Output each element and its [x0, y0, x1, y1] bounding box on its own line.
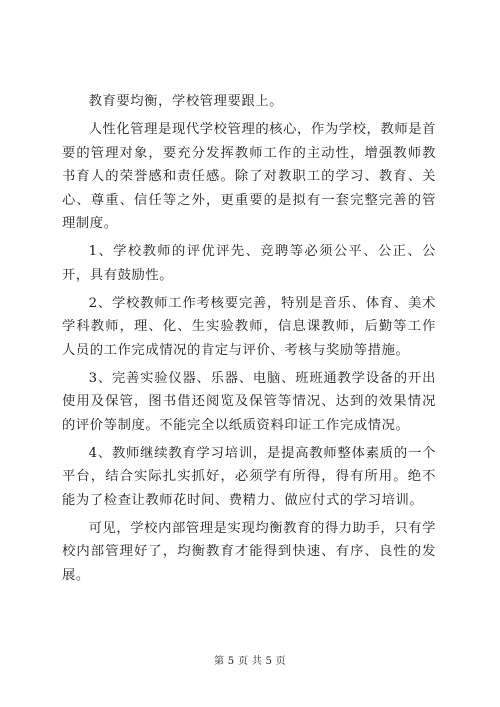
- page-number-footer: 第 5 页 共 5 页: [214, 656, 286, 667]
- paragraph-item-4: 4、教师继续教育学习培训，是提高教师整体素质的一个平台，结合实际扎实抓好，必须学有所得，得有所用。绝不能为了检查让教师花时间、费精力、做应付式的学习培训。: [62, 445, 436, 508]
- paragraph-humanized-management: 人性化管理是现代学校管理的核心，作为学校，教师是首要的管理对象，要充分发挥教师工作的主动性，增强教师教书育人的荣誉感和责任感。除了对教职工的学习、教育、关心、尊重、信任等之外，更重要的是拟有一套完整完善的管理制度。: [62, 122, 437, 231]
- paragraph-item-3: 3、完善实验仪器、乐器、电脑、班班通教学设备的开出使用及保管，图书借还阅览及保管等情况、达到的效果情况的评价等制度。不能完全以纸质资料印证工作完成情况。: [62, 370, 436, 433]
- paragraph-item-1: 1、学校教师的评优评先、竞聘等必须公平、公正、公开，具有鼓励性。: [62, 244, 436, 283]
- document-body: [62, 90, 436, 587]
- paragraph-intro: 教育要均衡，学校管理要跟上。: [88, 94, 284, 109]
- paragraph-conclusion: 可见，学校内部管理是实现均衡教育的得力助手，只有学校内部管理好了，均衡教育才能得到快速、有序、良性的发展。: [62, 520, 437, 583]
- paragraph-item-2: 2、学校教师工作考核要完善，特别是音乐、体育、美术学科教师，理、化、生实验教师，信息课教师，后勤等工作人员的工作完成情况的肯定与评价、考核与奖励等措施。: [62, 295, 436, 358]
